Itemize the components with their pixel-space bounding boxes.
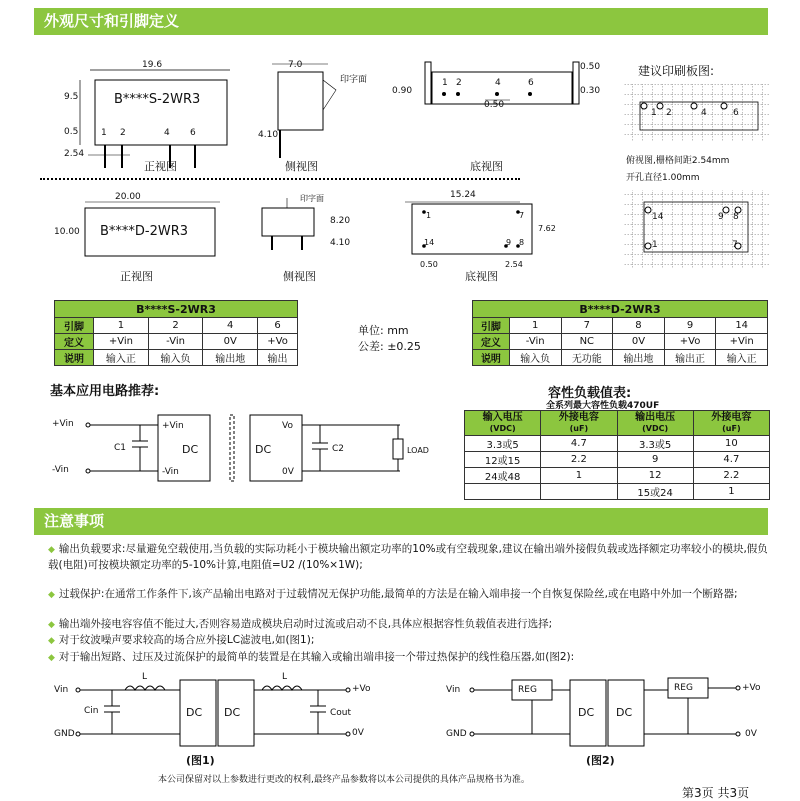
s-front-label: B****S-2WR3 bbox=[114, 92, 201, 107]
table-row bbox=[55, 350, 298, 366]
pcb-s-pin-2: 2 bbox=[666, 108, 672, 118]
s-bottom-view-label: 底视图 bbox=[470, 160, 503, 173]
table-row bbox=[473, 334, 768, 350]
circuit-dc-in-neg: -Vin bbox=[162, 467, 179, 477]
cap-table-subtitle: 全系列最大容性负载470UF bbox=[546, 401, 660, 411]
pin-table-s bbox=[54, 300, 298, 366]
fig1-dc-a: DC bbox=[186, 706, 203, 719]
table-cell: 输入正 bbox=[94, 350, 149, 366]
circuit-vo: Vo bbox=[282, 421, 293, 431]
d-front-label: B****D-2WR3 bbox=[100, 224, 189, 239]
s-dim-depth: 7.0 bbox=[288, 60, 303, 70]
d-dim-height: 10.00 bbox=[54, 227, 80, 237]
circuit-c2: C2 bbox=[332, 444, 345, 454]
circuit-vin-neg: -Vin bbox=[52, 465, 69, 475]
fig2-reg-out: REG bbox=[674, 683, 693, 693]
table-cell: +Vo bbox=[258, 334, 298, 350]
d-dim-bottom-w: 15.24 bbox=[450, 190, 476, 200]
pcb-note-hole: 开孔直径1.00mm bbox=[626, 173, 700, 183]
d-side-view-label: 侧视图 bbox=[283, 270, 316, 283]
circuit-load: LOAD bbox=[407, 446, 429, 455]
circuit-vin-pos: +Vin bbox=[52, 419, 74, 429]
s-front-pin-2: 2 bbox=[120, 128, 126, 138]
d-bottom-pin-9: 9 bbox=[506, 238, 512, 247]
s-dim-pitch: 2.54 bbox=[64, 149, 85, 159]
table-cell: 3.3或5 bbox=[465, 436, 541, 452]
fig2-dc-b: DC bbox=[616, 706, 633, 719]
table-cell: 1 bbox=[94, 318, 149, 334]
table-cell: 3.3或5 bbox=[617, 436, 693, 452]
table-cell: 输出地 bbox=[613, 350, 665, 366]
pcb-s-pin-1: 1 bbox=[651, 108, 657, 118]
table-cell: 输入负 bbox=[148, 350, 203, 366]
table-cell: +Vin bbox=[94, 334, 149, 350]
table-row bbox=[465, 484, 770, 500]
table-row bbox=[465, 468, 770, 484]
s-bottom-pin-2: 2 bbox=[456, 78, 462, 88]
pcb-d-pin-14: 14 bbox=[652, 212, 664, 222]
fig1-l-out: L bbox=[282, 672, 288, 682]
d-bottom-pin-8: 8 bbox=[519, 238, 525, 247]
table-cell: 输入正 bbox=[716, 350, 768, 366]
table-header: 外接电容 (uF) bbox=[541, 411, 617, 436]
fig1-zero-v: 0V bbox=[352, 728, 364, 738]
table-cell: 9 bbox=[664, 318, 716, 334]
table-cell: 14 bbox=[716, 318, 768, 334]
s-dim-right: 0.30 bbox=[580, 86, 601, 96]
table-cell: 10 bbox=[693, 436, 769, 452]
fig1-gnd: GND bbox=[54, 729, 75, 739]
note-item-5: ◆ 对于输出短路、过压及过流保护的最简单的装置是在其输入或输出端串接一个带过热保护的线性稳压器,如(图2): bbox=[48, 651, 575, 663]
d-print-side-label: 印字面 bbox=[300, 194, 324, 203]
table-header: 外接电容 (uF) bbox=[693, 411, 769, 436]
table-cell: 6 bbox=[258, 318, 298, 334]
figure-2-regulator bbox=[420, 672, 770, 762]
d-dim-pin-w: 0.50 bbox=[420, 260, 438, 269]
table-cell: 输入负 bbox=[509, 350, 561, 366]
table-cell: 15或24 bbox=[617, 484, 693, 500]
table-cell: 引脚 bbox=[55, 318, 94, 334]
table-row bbox=[465, 452, 770, 468]
table-row bbox=[55, 334, 298, 350]
circuit-dc-left: DC bbox=[182, 443, 199, 456]
pin-table-d-title: B****D-2WR3 bbox=[473, 301, 768, 318]
pcb-title: 建议印刷板图: bbox=[638, 64, 715, 78]
fig1-vin: Vin bbox=[54, 685, 69, 695]
s-dim-height: 9.5 bbox=[64, 92, 79, 102]
pcb-d-pin-1: 1 bbox=[652, 240, 658, 250]
table-cell: 2.2 bbox=[541, 452, 617, 468]
d-front-view-label: 正视图 bbox=[120, 270, 153, 283]
fig2-reg-in: REG bbox=[518, 685, 537, 695]
table-cell: 12 bbox=[617, 468, 693, 484]
section-header-notes: 注意事项 bbox=[34, 508, 768, 535]
table-cell bbox=[541, 484, 617, 500]
s-dim-pin-w: 0.50 bbox=[484, 100, 505, 110]
fig2-vo: +Vo bbox=[742, 683, 761, 693]
table-cell: 定义 bbox=[473, 334, 510, 350]
footer-disclaimer: 本公司保留对以上参数进行更改的权利,最终产品参数将以本公司提供的具体产品规格书为准。 bbox=[158, 775, 530, 785]
separator-dotted bbox=[40, 178, 520, 180]
fig1-cin: Cin bbox=[84, 706, 99, 716]
table-cell: 9 bbox=[617, 452, 693, 468]
table-cell: 输出正 bbox=[664, 350, 716, 366]
s-front-pin-6: 6 bbox=[190, 128, 196, 138]
s-dim-pin-len: 0.5 bbox=[64, 127, 79, 137]
table-cell: 0V bbox=[613, 334, 665, 350]
table-cell: 输出地 bbox=[203, 350, 258, 366]
table-cell: 无功能 bbox=[561, 350, 613, 366]
circuit-zero-v: 0V bbox=[282, 467, 294, 477]
pcb-s-pin-4: 4 bbox=[701, 108, 707, 118]
s-front-pin-4: 4 bbox=[164, 128, 170, 138]
fig2-dc-a: DC bbox=[578, 706, 595, 719]
table-cell: NC bbox=[561, 334, 613, 350]
pcb-d-pin-7: 7 bbox=[732, 240, 738, 250]
circuit-dc-right: DC bbox=[255, 443, 272, 456]
pcb-s-pin-6: 6 bbox=[733, 108, 739, 118]
d-dim-body-h: 8.20 bbox=[330, 216, 351, 226]
table-cell: 7 bbox=[561, 318, 613, 334]
table-cell: 12或15 bbox=[465, 452, 541, 468]
basic-circuit-diagram bbox=[40, 405, 440, 495]
s-model-drawings bbox=[40, 50, 600, 180]
table-cell: 2.2 bbox=[693, 468, 769, 484]
table-cell: 定义 bbox=[55, 334, 94, 350]
table-cell: 4.7 bbox=[541, 436, 617, 452]
s-dim-width: 19.6 bbox=[142, 60, 163, 70]
table-cell: 说明 bbox=[55, 350, 94, 366]
pcb-note-grid: 俯视图,栅格间距2.54mm bbox=[626, 156, 730, 166]
table-row bbox=[465, 436, 770, 452]
d-bottom-pin-1: 1 bbox=[426, 211, 432, 220]
pin-table-d bbox=[472, 300, 768, 366]
s-dim-side-h: 4.10 bbox=[258, 130, 279, 140]
cap-table-title: 容性负载值表: bbox=[548, 386, 632, 401]
table-cell: 输出 bbox=[258, 350, 298, 366]
table-cell: 0V bbox=[203, 334, 258, 350]
table-cell: 1 bbox=[693, 484, 769, 500]
s-front-pin-1: 1 bbox=[101, 128, 107, 138]
pcb-d-pin-8: 8 bbox=[733, 212, 739, 222]
table-row bbox=[55, 318, 298, 334]
table-cell: 1 bbox=[541, 468, 617, 484]
s-dim-left: 0.90 bbox=[392, 86, 413, 96]
s-dim-pin-r: 0.50 bbox=[580, 62, 601, 72]
circuit-c1: C1 bbox=[114, 443, 127, 453]
table-row bbox=[473, 318, 768, 334]
d-dim-pitch: 2.54 bbox=[505, 260, 523, 269]
table-cell: +Vo bbox=[664, 334, 716, 350]
fig2-gnd: GND bbox=[446, 729, 467, 739]
d-bottom-pin-7: 7 bbox=[519, 211, 525, 220]
fig1-dc-b: DC bbox=[224, 706, 241, 719]
cap-table bbox=[464, 410, 770, 500]
fig1-l-in: L bbox=[142, 672, 148, 682]
circuit-dc-in-pos: +Vin bbox=[162, 421, 184, 431]
table-row bbox=[473, 350, 768, 366]
fig1-caption: (图1) bbox=[186, 754, 215, 767]
note-item-4: ◆ 对于纹波噪声要求较高的场合应外接LC滤波电,如(图1); bbox=[48, 634, 315, 646]
page-info: 第3页 共3页 bbox=[682, 786, 750, 800]
pin-table-s-title: B****S-2WR3 bbox=[55, 301, 298, 318]
note-item-1: ◆ 输出负载要求:尽量避免空载使用,当负载的实际功耗小于模块输出额定功率的10%或有空载现象,建议在输出端外接假负载或选择额定功率较小的模块,假负载(电阻)可按模块额定功率的5-10%计算,电阻值=U2 /(10%×1W); bbox=[48, 543, 768, 571]
table-cell: 24或48 bbox=[465, 468, 541, 484]
table-cell: -Vin bbox=[148, 334, 203, 350]
fig1-cout: Cout bbox=[330, 708, 352, 718]
fig2-zero-v: 0V bbox=[745, 729, 757, 739]
fig2-vin: Vin bbox=[446, 685, 461, 695]
s-print-side-label: 印字面 bbox=[340, 75, 368, 85]
s-bottom-pin-1: 1 bbox=[442, 78, 448, 88]
tolerance-label: 公差: ±0.25 bbox=[358, 340, 421, 353]
note-item-3: ◆ 输出端外接电容容值不能过大,否则容易造成模块启动时过流或启动不良,具体应根据容性负载值表进行选择; bbox=[48, 618, 553, 630]
table-cell: 4 bbox=[203, 318, 258, 334]
table-cell: +Vin bbox=[716, 334, 768, 350]
fig1-vo: +Vo bbox=[352, 684, 371, 694]
s-bottom-pin-4: 4 bbox=[495, 78, 501, 88]
fig2-caption: (图2) bbox=[586, 754, 615, 767]
table-header: 输出电压 (VDC) bbox=[617, 411, 693, 436]
d-dim-width: 20.00 bbox=[115, 192, 141, 202]
d-bottom-pin-14: 14 bbox=[424, 238, 435, 247]
table-cell bbox=[465, 484, 541, 500]
pcb-d-pin-9: 9 bbox=[718, 212, 724, 222]
s-side-view-label: 侧视图 bbox=[285, 160, 318, 173]
s-bottom-pin-6: 6 bbox=[528, 78, 534, 88]
table-cell: 1 bbox=[509, 318, 561, 334]
unit-label: 单位: mm bbox=[358, 324, 409, 337]
s-front-view-label: 正视图 bbox=[144, 160, 177, 173]
d-dim-bottom-h: 7.62 bbox=[538, 224, 556, 233]
circuit-title: 基本应用电路推荐: bbox=[50, 384, 160, 399]
table-header-row bbox=[465, 411, 770, 436]
section-header-dimensions: 外观尺寸和引脚定义 bbox=[34, 8, 768, 35]
table-header: 输入电压 (VDC) bbox=[465, 411, 541, 436]
table-cell: 4.7 bbox=[693, 452, 769, 468]
note-item-2: ◆ 过载保护:在通常工作条件下,该产品输出电路对于过载情况无保护功能,最简单的方法是在输入端串接一个自恢复保险丝,或在电路中外加一个断路器; bbox=[48, 588, 738, 600]
table-cell: -Vin bbox=[509, 334, 561, 350]
d-bottom-view-label: 底视图 bbox=[465, 270, 498, 283]
table-cell: 说明 bbox=[473, 350, 510, 366]
table-cell: 2 bbox=[148, 318, 203, 334]
table-cell: 引脚 bbox=[473, 318, 510, 334]
table-cell: 8 bbox=[613, 318, 665, 334]
d-dim-side-h: 4.10 bbox=[330, 238, 351, 248]
